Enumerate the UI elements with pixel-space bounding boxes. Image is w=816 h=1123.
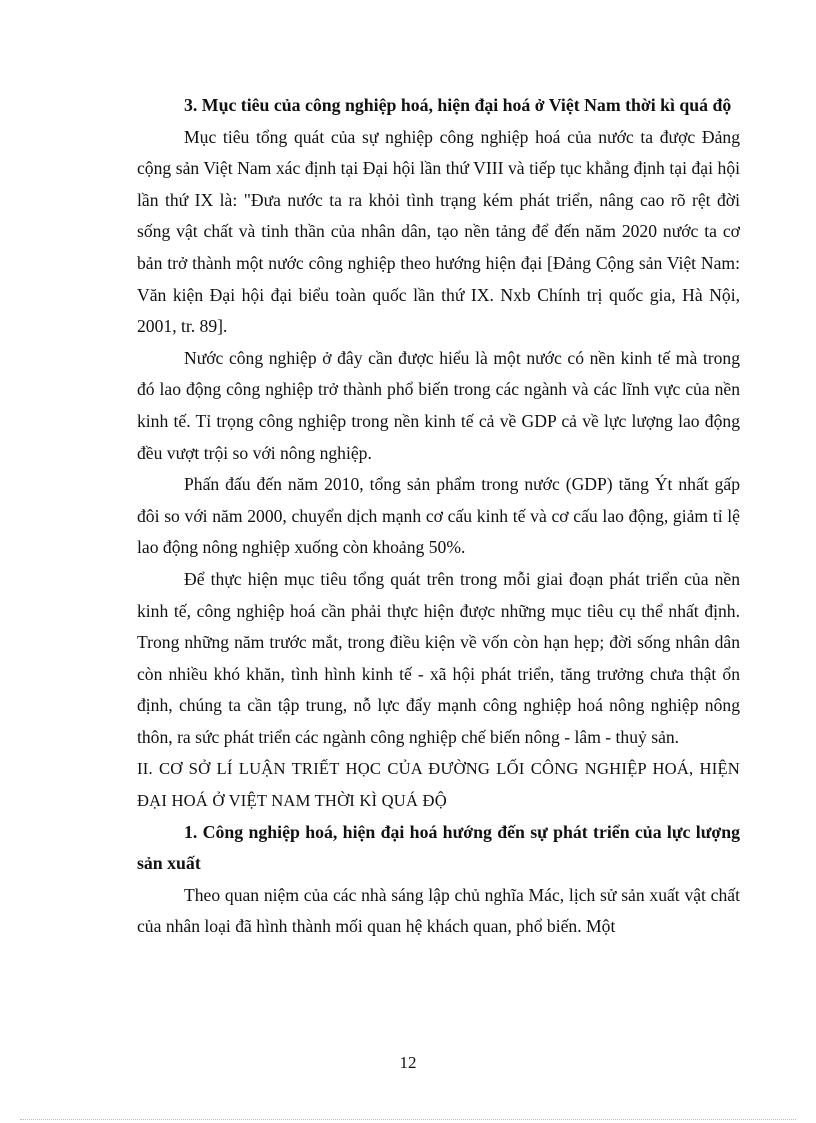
paragraph-specific-goals: Để thực hiện mục tiêu tổng quát trên trong mỗi giai đoạn phát triển của nền kinh tế, công nghiệp hoá cần phải thực hiện được những mục tiêu cụ thể nhất định. Trong những năm trước mắt, trong điều kiện về vốn còn hạn hẹp; đời sống nhân dân còn nhiều khó khăn, tình hình kinh tế - xã hội phát triển, tăng trưởng chưa thật ổn định, chúng ta cần tập trung, nỗ lực đẩy mạnh công nghiệp hoá nông nghiệp nông thôn, ra sức phát triển các ngành công nghiệp chế biến nông - lâm - thuỷ sản.: [137, 568, 740, 747]
section-3-heading: 3. Mục tiêu của công nghiệp hoá, hiện đại hoá ở Việt Nam thời kì quá độ: [184, 95, 732, 115]
page-number: 12: [399, 1053, 417, 1072]
part-2-heading: II. CƠ SỞ LÍ LUẬN TRIẾT HỌC CỦA ĐƯỜNG LỐI CÔNG NGHIỆP HOÁ, HIỆN ĐẠI HOÁ Ở VIỆT NAM THỜI KÌ QUÁ ĐỘ: [137, 759, 740, 811]
paragraph-marx-view: Theo quan niệm của các nhà sáng lập chủ nghĩa Mác, lịch sử sản xuất vật chất của nhân loại đã hình thành mối quan hệ khách quan, phổ biến. Một: [137, 884, 740, 937]
paragraph-2010-target: Phấn đấu đến năm 2010, tổng sản phẩm trong nước (GDP) tăng Ýt nhất gấp đôi so với năm 2000, chuyển dịch mạnh cơ cấu kinh tế và cơ cấu lao động, giảm tỉ lệ lao động nông nghiệp xuống còn khoảng 50%.: [137, 474, 740, 558]
page-bottom-divider: [20, 1119, 796, 1120]
document-page: [137, 90, 740, 943]
section-1-heading: 1. Công nghiệp hoá, hiện đại hoá hướng đến sự phát triển của lực lượng sản xuất: [137, 821, 740, 874]
paragraph-industrial-country: Nước công nghiệp ở đây cần được hiểu là một nước có nền kinh tế mà trong đó lao động công nghiệp trở thành phổ biến trong các ngành và các lĩnh vực của nền kinh tế. Tỉ trọng công nghiệp trong nền kinh tế cả về GDP cả về lực lượng lao động đều vượt trội so với nông nghiệp.: [137, 347, 740, 463]
paragraph-general-goal: Mục tiêu tổng quát của sự nghiệp công nghiệp hoá của nước ta được Đảng cộng sản Việt Nam xác định tại Đại hội lần thứ VIII và tiếp tục khẳng định tại đại hội lần thứ IX là: "Đưa nước ta ra khỏi tình trạng kém phát triển, nâng cao rõ rệt đời sống vật chất và tinh thần của nhân dân, tạo nền tảng để đến năm 2020 nước ta cơ bản trở thành một nước công nghiệp theo hướng hiện đại [Đảng Cộng sản Việt Nam: Văn kiện Đại hội đại biểu toàn quốc lần thứ IX. Nxb Chính trị quốc gia, Hà Nội, 2001, tr. 89].: [137, 126, 740, 337]
